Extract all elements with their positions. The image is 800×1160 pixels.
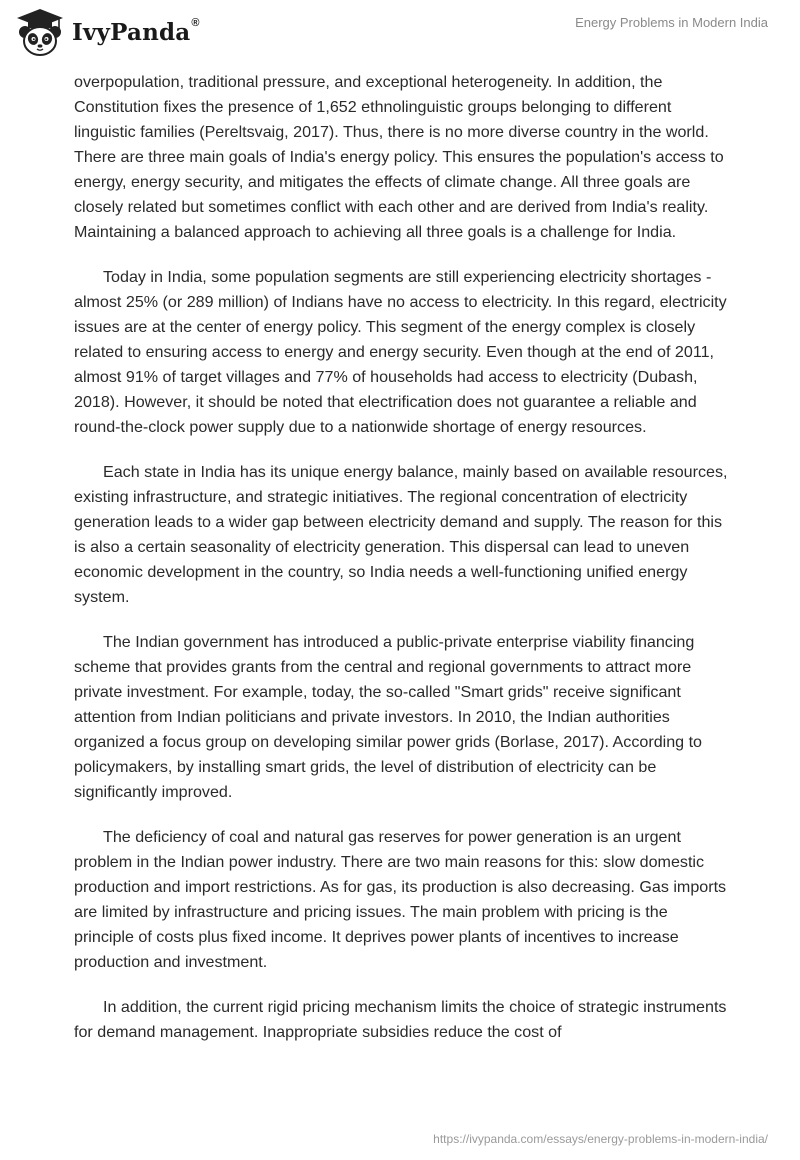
registered-mark: ® <box>191 16 200 29</box>
paragraph-3: Each state in India has its unique energy balance, mainly based on available resources, existing infrastructure, and strategic initiatives. The regional concentration of electricity generation leads to a wider gap between electricity demand and supply. The reason for this is also a certain seasonality of electricity generation. This dispersal can lead to uneven economic development in the country, so India needs a well-functioning unified energy system. <box>74 463 728 606</box>
logo-text: IvyPanda® <box>72 16 200 46</box>
document-title: Energy Problems in Modern India <box>575 15 768 30</box>
panda-graduate-icon <box>14 6 66 58</box>
paragraph-2: Today in India, some population segments are still experiencing electricity shortages - almost 25% (or 289 million) of Indians have no access to electricity. In this regard, electricity issues are at the center of energy policy. This segment of the energy complex is closely related to ensuring access to energy and energy security. Even though at the end of 2011, almost 91% of target villages and 77% of households had access to electricity (Dubash, 2018). However, it should be noted that electrification does not guarantee a reliable and round-the-clock power supply due to a nationwide shortage of energy resources. <box>74 268 727 436</box>
paragraph-1: overpopulation, traditional pressure, and exceptional heterogeneity. In addition, the Constitution fixes the presence of 1,652 ethnolinguistic groups belonging to different linguistic families (Pereltsvaig, 2017). Thus, there is no more diverse country in the world. There are three main goals of India's energy policy. This ensures the population's access to energy, energy security, and mitigates the effects of climate change. All three goals are closely related but sometimes conflict with each other and are derived from India's reality. Maintaining a balanced approach to achieving all three goals is a challenge for India. <box>74 73 724 241</box>
source-url-link[interactable]: https://ivypanda.com/essays/energy-problems-in-modern-india/ <box>433 1132 768 1146</box>
paragraph-5: The deficiency of coal and natural gas reserves for power generation is an urgent problem in the Indian power industry. There are two main reasons for this: slow domestic production and import restrictions. As for gas, its production is also decreasing. Gas imports are limited by infrastructure and pricing issues. The main problem with pricing is the principle of costs plus fixed income. It deprives power plants of incentives to increase production and investment. <box>74 828 727 971</box>
paragraph-6: In addition, the current rigid pricing mechanism limits the choice of strategic instruments for demand management. Inappropriate subsidies reduce the cost of <box>74 998 727 1041</box>
essay-body <box>74 70 730 1065</box>
page-header <box>0 0 800 64</box>
ivypanda-logo[interactable] <box>14 6 200 58</box>
paragraph-4: The Indian government has introduced a public-private enterprise viability financing scheme that provides grants from the central and regional governments to attract more private investment. For example, today, the so-called "Smart grids" receive significant attention from Indian politicians and private investors. In 2010, the Indian authorities organized a focus group on developing similar power grids (Borlase, 2017). According to policymakers, by installing smart grids, the level of distribution of electricity can be significantly improved. <box>74 633 703 801</box>
